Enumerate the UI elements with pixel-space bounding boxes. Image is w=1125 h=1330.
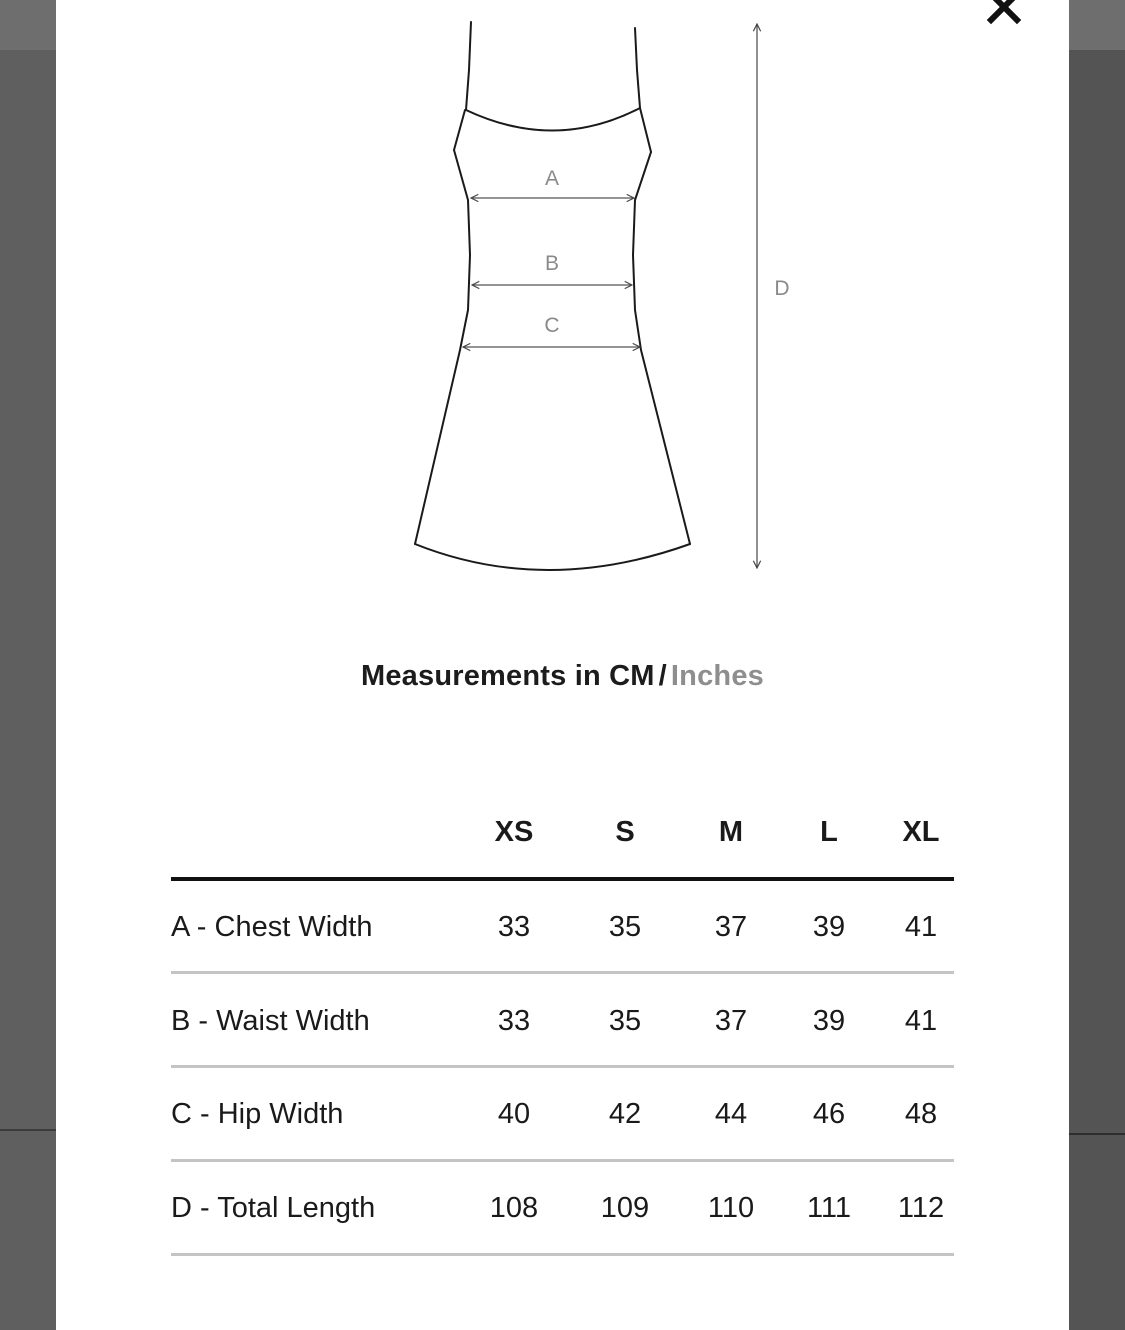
table-cell: 44 — [714, 1098, 748, 1130]
table-cell: 41 — [904, 1005, 938, 1037]
backdrop-divider — [0, 1129, 56, 1131]
backdrop-divider — [1069, 1133, 1125, 1135]
column-header-3: L — [820, 816, 838, 848]
label-c: C — [544, 314, 560, 337]
table-cell: 40 — [497, 1098, 531, 1130]
column-header-0: XS — [494, 816, 534, 848]
table-cell: 35 — [608, 1005, 642, 1037]
row-label: D - Total Length — [171, 1192, 376, 1224]
dress-measurement-diagram — [0, 0, 1125, 600]
column-header-2: M — [718, 816, 744, 848]
table-cell: 110 — [707, 1192, 755, 1224]
table-cell: 108 — [489, 1192, 539, 1224]
table-cell: 37 — [714, 1005, 748, 1037]
label-b: B — [544, 252, 560, 275]
column-header-4: XL — [902, 816, 940, 848]
label-a: A — [544, 167, 560, 190]
units-heading — [0, 660, 1125, 693]
table-cell: 33 — [497, 911, 531, 943]
label-d: D — [774, 277, 790, 300]
table-cell: 41 — [904, 911, 938, 943]
units-inches-toggle[interactable]: Inches — [670, 660, 764, 692]
table-cell: 109 — [600, 1192, 650, 1224]
units-cm: Measurements in CM — [360, 660, 655, 692]
table-cell: 46 — [812, 1098, 846, 1130]
table-cell: 33 — [497, 1005, 531, 1037]
row-label: A - Chest Width — [171, 911, 373, 943]
table-cell: 48 — [904, 1098, 938, 1130]
column-header-1: S — [615, 816, 635, 848]
row-label: B - Waist Width — [171, 1005, 370, 1037]
table-cell: 37 — [714, 911, 748, 943]
row-label: C - Hip Width — [171, 1098, 344, 1130]
table-row-divider — [171, 1159, 954, 1162]
table-header-rule — [171, 877, 954, 881]
units-separator: / — [658, 660, 667, 692]
close-icon[interactable] — [983, 0, 1025, 28]
table-cell: 39 — [812, 911, 846, 943]
table-row-divider — [171, 1065, 954, 1068]
table-cell: 112 — [897, 1192, 945, 1224]
table-row-divider — [171, 1253, 954, 1256]
table-cell: 35 — [608, 911, 642, 943]
table-cell: 42 — [608, 1098, 642, 1130]
table-cell: 111 — [806, 1192, 852, 1224]
table-row-divider — [171, 971, 954, 974]
table-cell: 39 — [812, 1005, 846, 1037]
